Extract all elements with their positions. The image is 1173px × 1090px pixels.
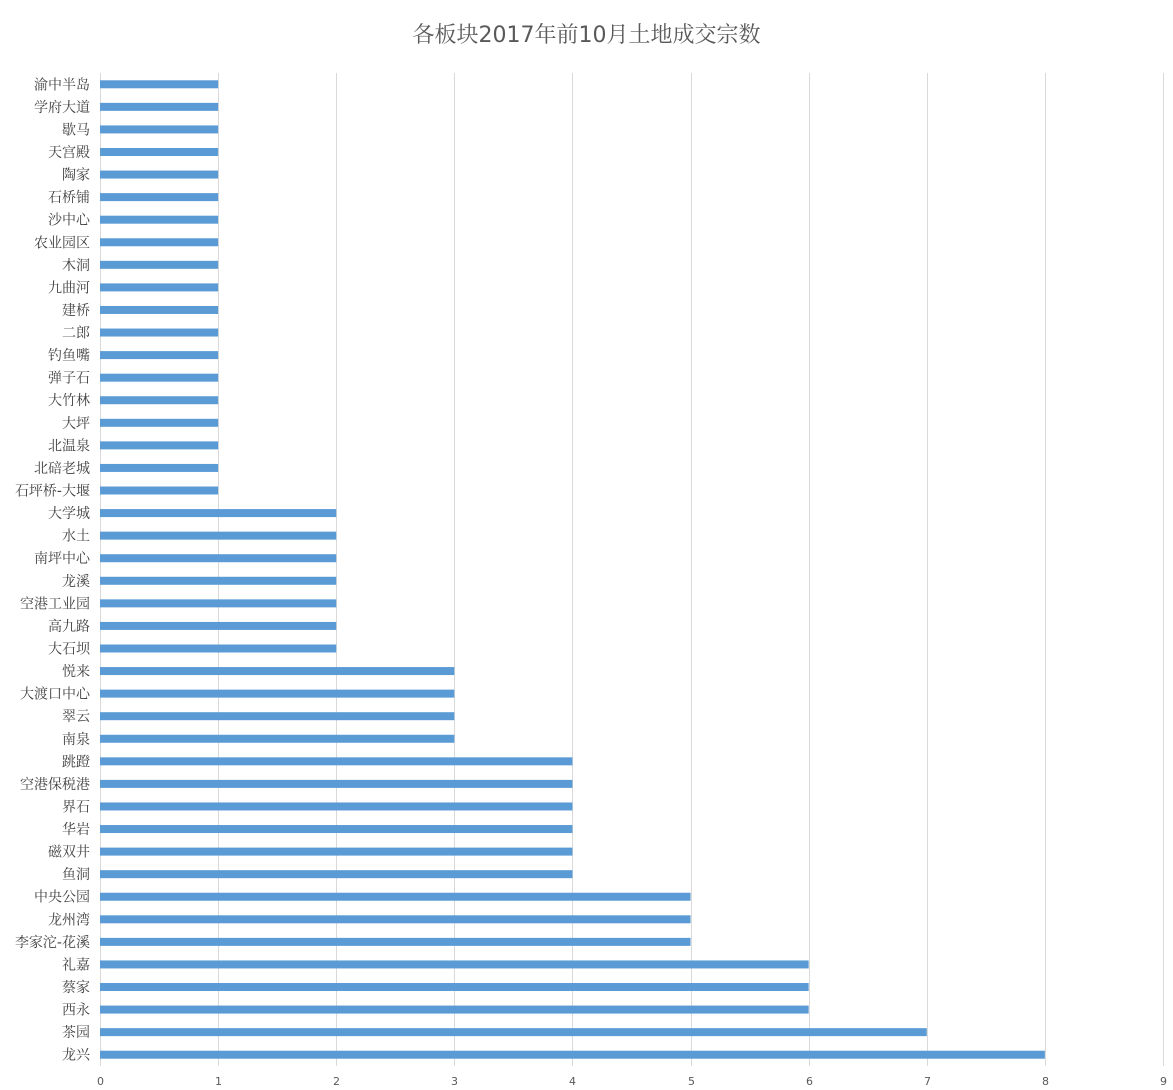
- bar: [100, 283, 218, 291]
- bar: [100, 690, 454, 698]
- category-label: 南坪中心: [34, 551, 90, 568]
- category-label: 学府大道: [34, 99, 90, 116]
- category-label: 陶家: [62, 167, 90, 184]
- bar: [100, 757, 572, 765]
- category-label: 西永: [62, 1002, 90, 1019]
- bar: [100, 1051, 1045, 1059]
- bar: [100, 125, 218, 133]
- category-label: 木洞: [62, 257, 90, 274]
- bar: [100, 915, 691, 923]
- category-label: 高九路: [48, 618, 90, 635]
- bar: [100, 532, 336, 540]
- bar: [100, 1028, 927, 1036]
- x-tick-label: 5: [688, 1075, 695, 1088]
- category-label: 石桥铺: [48, 190, 90, 207]
- category-label: 礼嘉: [62, 957, 90, 974]
- category-label: 沙中心: [48, 212, 90, 229]
- category-label: 农业园区: [34, 235, 90, 252]
- bar: [100, 329, 218, 337]
- bar: [100, 103, 218, 111]
- category-labels: [15, 76, 91, 1063]
- x-tick-label: 8: [1042, 1075, 1049, 1088]
- bar: [100, 509, 336, 517]
- category-label: 大竹林: [48, 393, 90, 410]
- bar: [100, 419, 218, 427]
- category-label: 水土: [62, 528, 90, 545]
- chart-title: 各板块2017年前10月土地成交宗数: [412, 23, 761, 48]
- category-label: 大坪: [62, 415, 90, 432]
- category-label: 空港工业园: [20, 596, 90, 613]
- bar: [100, 80, 218, 88]
- category-label: 建桥: [62, 302, 90, 319]
- category-label: 钓鱼嘴: [48, 348, 90, 365]
- category-label: 南泉: [62, 731, 90, 748]
- bar: [100, 983, 809, 991]
- category-label: 磁双井: [48, 844, 90, 861]
- category-label: 中央公园: [34, 889, 90, 906]
- bar: [100, 644, 336, 652]
- bar: [100, 351, 218, 359]
- bar: [100, 667, 454, 675]
- category-label: 二郎: [62, 325, 90, 342]
- category-label: 北温泉: [48, 438, 90, 455]
- category-label: 龙兴: [62, 1047, 90, 1064]
- bar: [100, 780, 572, 788]
- bar: [100, 261, 218, 269]
- x-tick-label: 7: [924, 1075, 931, 1088]
- bar: [100, 825, 572, 833]
- bar: [100, 487, 218, 495]
- x-tick-label: 1: [215, 1075, 222, 1088]
- category-label: 石坪桥-大堰: [14, 483, 90, 500]
- bar: [100, 554, 336, 562]
- bar: [100, 193, 218, 201]
- bar: [100, 1006, 809, 1014]
- category-label: 翠云: [62, 709, 90, 726]
- category-label: 渝中半岛: [34, 77, 90, 94]
- category-label: 歇马: [62, 122, 90, 139]
- x-tick-labels: [97, 1075, 1167, 1088]
- bar: [100, 870, 572, 878]
- bar: [100, 938, 691, 946]
- bar: [100, 893, 691, 901]
- bar: [100, 306, 218, 314]
- x-tick-label: 4: [569, 1075, 576, 1088]
- category-label: 空港保税港: [20, 776, 90, 793]
- bar: [100, 848, 572, 856]
- bar: [100, 238, 218, 246]
- category-label: 龙州湾: [48, 912, 90, 929]
- x-tick-label: 9: [1160, 1075, 1167, 1088]
- bar: [100, 802, 572, 810]
- bar: [100, 712, 454, 720]
- category-label: 龙溪: [62, 573, 90, 590]
- category-label: 悦来: [62, 664, 90, 681]
- bar: [100, 960, 809, 968]
- category-label: 跳蹬: [62, 754, 90, 771]
- x-tick-label: 3: [451, 1075, 458, 1088]
- category-label: 界石: [62, 799, 90, 816]
- bar: [100, 374, 218, 382]
- category-label: 李家沱-花溪: [14, 934, 90, 951]
- category-label: 茶园: [62, 1025, 90, 1042]
- bar: [100, 171, 218, 179]
- category-label: 蔡家: [62, 980, 90, 997]
- category-label: 大渡口中心: [20, 686, 90, 703]
- category-label: 鱼洞: [62, 867, 90, 884]
- x-tick-label: 0: [97, 1075, 104, 1088]
- category-label: 大学城: [48, 506, 90, 523]
- category-label: 北碚老城: [34, 460, 90, 477]
- bar: [100, 441, 218, 449]
- category-label: 九曲河: [48, 280, 90, 297]
- bar: [100, 599, 336, 607]
- bar: [100, 735, 454, 743]
- bar: [100, 622, 336, 630]
- category-label: 大石坝: [48, 641, 90, 658]
- category-label: 弹子石: [48, 370, 90, 387]
- bar: [100, 464, 218, 472]
- bar: [100, 148, 218, 156]
- category-label: 天宫殿: [48, 144, 90, 161]
- x-tick-label: 2: [333, 1075, 340, 1088]
- bar: [100, 577, 336, 585]
- x-tick-label: 6: [806, 1075, 813, 1088]
- bar: [100, 216, 218, 224]
- bar: [100, 396, 218, 404]
- category-label: 华岩: [62, 822, 90, 839]
